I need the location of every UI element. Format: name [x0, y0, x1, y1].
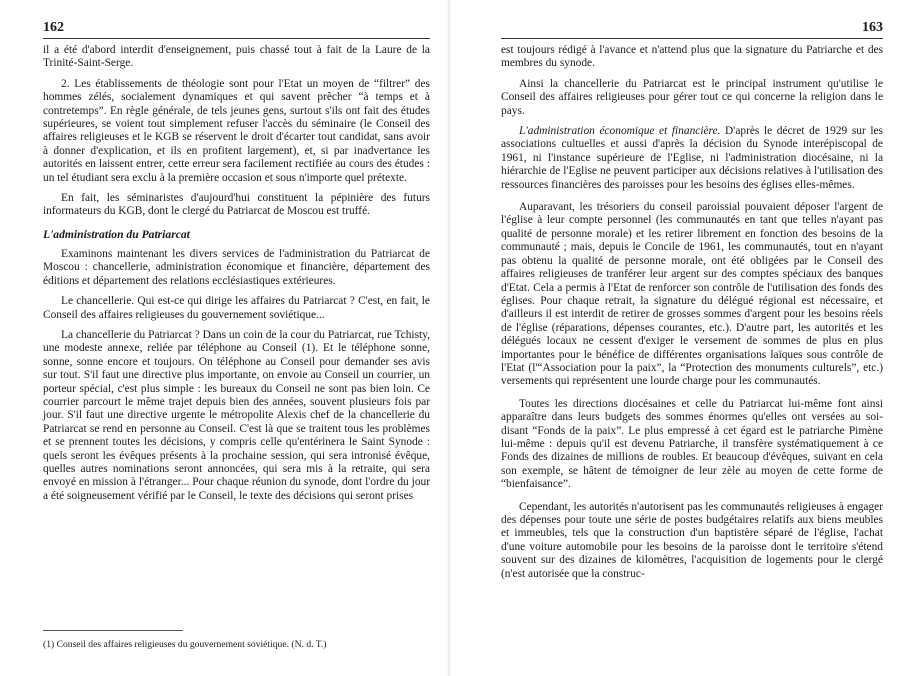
- left-page: [0, 0, 442, 676]
- page-header-right: [501, 20, 883, 39]
- footnote-divider: [43, 630, 183, 631]
- section-heading: L'administration du Patriarcat: [43, 227, 190, 241]
- right-page: [459, 0, 901, 676]
- section-lead-italic: L'administration économique et financière.: [519, 125, 721, 138]
- paragraph: Examinons maintenant les divers services de l'administration du Patriarcat de Moscou : chancellerie, administration économique et financière, département des éditions et département des relations ecclésiastiques extérieures.: [43, 247, 430, 287]
- paragraph: Le chancellerie. Qui est-ce qui dirige les affaires du Patriarcat ? C'est, en fait, le Conseil des affaires religieuses du gouvernement soviétique...: [43, 295, 430, 321]
- page-header-left: [43, 20, 430, 39]
- paragraph: La chancellerie du Patriarcat ? Dans un coin de la cour du Patriarcat, rue Tchisty, une modeste annexe, reliée par téléphone au Conseil (1). Et le téléphone sonne, sonne, sonne encore et toujours. On téléphone au Conseil pour demander ses avis sur tout. S'il faut une directive plus importante, on envoie au Conseil un courrier, un porteur spécial, c'est plus simple : les bureaux du Conseil ne sont pas bien loin. Ce courrier parcourt le même trajet depuis bien des années, souvent plusieurs fois par jour. S'il faut une directive urgente le métropolite Alexis chef de la chancellerie du Patriarcat se rend en personne au Conseil. C'est là que se traitent tous les problèmes et se prennent toutes les décisions, y compris celle qu'entérinera le Saint Synode : quels seront les évêques présents à la prochaine session, qui sera intronisé évêque, quelles autres nominations seront annoncées, qui sera mis à la retraite, qui sera envoyé en mission à l'étranger... Pour chaque réunion du synode, dont l'ordre du jour a été soigneusement vérifié par le Conseil, le texte des décisions qui seront prises: [43, 328, 430, 502]
- book-gutter: [447, 0, 451, 676]
- paragraph: [501, 125, 883, 192]
- paragraph: Toutes les directions diocésaines et celle du Patriarcat lui-même font ainsi apparaître dans leurs budgets des sommes énormes qu'elles ont versées au soi-disant “Fonds de la paix”. Le plus empressé à cet égard est le patriarche Pimène lui-même : depuis qu'il est devenu Patriarche, il transfère systématiquement à ce Fonds des dizaines de millions de roubles. Et beaucoup d'évêques, suivant en cela son exemple, se hâtent de témoigner de leur zèle au moyen de cette forme de “bienfaisance”.: [501, 397, 883, 491]
- page-number: 163: [862, 20, 883, 35]
- page-number: 162: [43, 20, 64, 35]
- paragraph: Auparavant, les trésoriers du conseil paroissial pouvaient déposer l'argent de l'église à leur compte personnel (les communautés en tant que telles n'ayant pas qualité de personne morale) et les retirer librement en fonction des besoins de la communauté ; mais, depuis le Concile de 1961, les communautés, tout en n'ayant pas obtenu la qualité de personne morale, ont été obligées par le Conseil des affaires religieuses de tranférer leur argent sur des comptes spéciaux des banques d'Etat. Cela a permis à l'Etat de renforcer son contrôle de l'utilisation des fonds des églises. Pour chaque retrait, la signature du délégué régional est nécessaire, et d'ailleurs il est interdit de retirer de grosses sommes d'argent pour les besoins réels de l'église (réparations, dépenses courantes, etc.). D'autre part, les autorités et les délégués locaux ne cessent d'exiger le versement de sommes de plus en plus importantes pour le bénéfice de différentes organisations laïques sous contrôle de l'Etat (l'“Association pour la paix”, la “Protection des monuments culturels”, etc.) versements qui représentent une lourde charge pour les communautés.: [501, 201, 883, 388]
- paragraph: En fait, les séminaristes d'aujourd'hui constituent la pépinière des futurs informateurs du KGB, dont le clergé du Patriarcat de Moscou est truffé.: [43, 192, 430, 218]
- paragraph-text: D'après le décret de 1929 sur les associations cultuelles et aussi d'après la décision du Synode interépiscopal de 1961, ni l'instance supérieure de l'Eglise, ni l'administration diocésaine, ni la hiérarchie de l'Eglise ne peuvent participer aux décisions relatives à l'utilisation des ressources financières des paroisses pour les besoins des églises elles-mêmes.: [501, 125, 883, 191]
- paragraph: 2. Les établissements de théologie sont pour l'Etat un moyen de “filtrer” des hommes zélés, socialement dynamiques et qui savent prêcher “à temps et à contretemps”. En règle générale, de tels jeunes gens, surtout s'ils ont fait des études supérieures, se voient tout simplement refuser l'accès du séminaire (le Conseil des affaires religieuses et le KGB se réservent le droit d'écarter tout candidat, sans avoir à donner d'explication, et ils en profitent largement), et, si par inadvertance les autorités en laissent entrer, cette erreur sera facilement rectifiée au cours des études : un tel étudiant sera exclu à la première occasion et sous n'importe quel prétexte.: [43, 77, 430, 184]
- paragraph: est toujours rédigé à l'avance et n'attend plus que la signature du Patriarche et des membres du synode.: [501, 44, 883, 70]
- paragraph: Cependant, les autorités n'autorisent pas les communautés religieuses à engager des dépenses pour toute une série de postes budgétaires relatifs aux biens meubles et immeubles, tels que la construction d'un baptistère séparé de l'église, l'achat d'une voiture automobile pour les besoins de la paroisse dont le territoire s'étend souvent sur des dizaines de kilomètres, l'acquisition de logements pour le clergé (n'est autorisée que la construc-: [501, 500, 883, 580]
- paragraph: il a été d'abord interdit d'enseignement, puis chassé tout à fait de la Laure de la Trinité-Saint-Serge.: [43, 44, 430, 70]
- footnote: (1) Conseil des affaires religieuses du gouvernement soviétique. (N. d. T.): [43, 639, 327, 650]
- paragraph: Ainsi la chancellerie du Patriarcat est le principal instrument qu'utilise le Conseil des affaires religieuses pour gérer tout ce qui concerne la religion dans le pays.: [501, 77, 883, 117]
